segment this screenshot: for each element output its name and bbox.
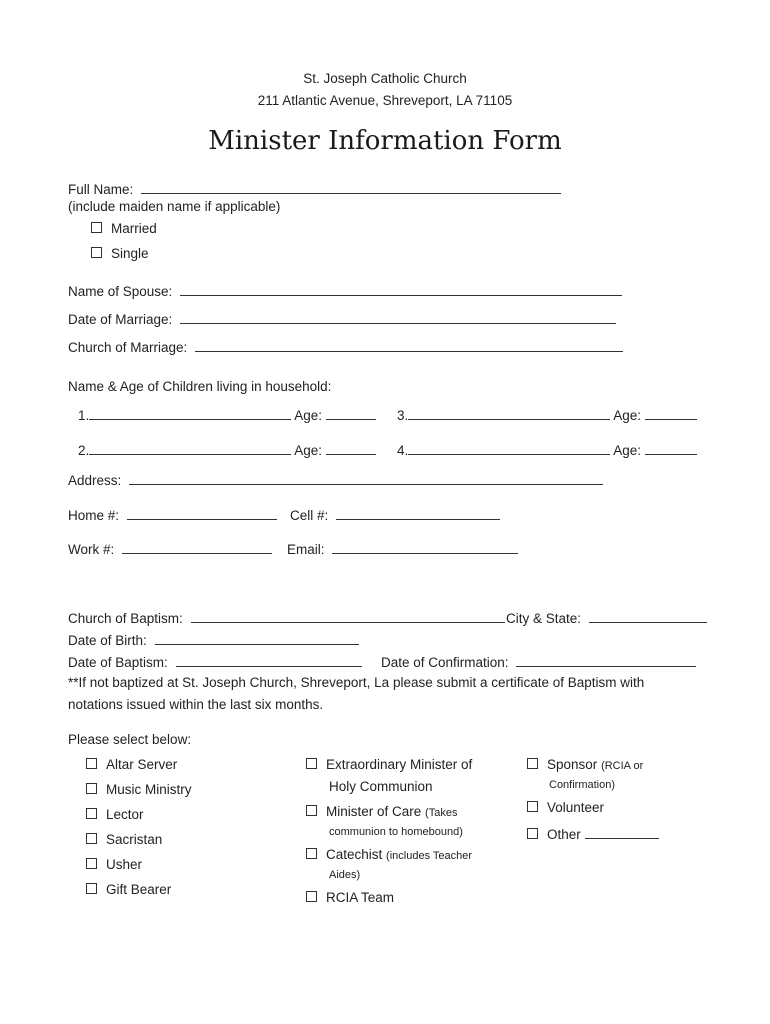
ministry-label: Altar Server <box>106 757 178 772</box>
cell-phone-row <box>290 506 500 523</box>
cell-phone-label: Cell #: <box>290 508 329 523</box>
sponsor-note-line2: Confirmation) <box>549 779 616 791</box>
city-state-row <box>506 609 707 626</box>
child-number: 4. <box>397 443 409 458</box>
ministry-option[interactable] <box>86 807 144 822</box>
email-field[interactable] <box>332 540 518 554</box>
spouse-row <box>68 282 622 299</box>
work-phone-label: Work #: <box>68 542 115 557</box>
marriage-church-field[interactable] <box>195 338 623 352</box>
sponsor-note: (RCIA or <box>601 760 644 772</box>
baptism-date-field[interactable] <box>176 653 362 667</box>
child-name-field[interactable] <box>408 441 610 455</box>
other-label: Other <box>547 827 581 842</box>
sponsor-checkbox[interactable] <box>527 758 538 769</box>
rcia-checkbox[interactable] <box>306 891 317 902</box>
age-label: Age: <box>294 408 323 423</box>
catechist-label: Catechist <box>326 847 383 862</box>
ministry-label: Gift Bearer <box>106 882 172 897</box>
ministry-checkbox[interactable] <box>86 783 97 794</box>
baptism-date-label: Date of Baptism: <box>68 655 168 670</box>
ministry-label: Music Ministry <box>106 782 192 797</box>
address-label: Address: <box>68 473 122 488</box>
catechist-option[interactable] <box>306 847 472 862</box>
catechist-note-line2: Aides) <box>329 869 361 881</box>
confirmation-date-label: Date of Confirmation: <box>381 655 509 670</box>
home-phone-field[interactable] <box>127 506 277 520</box>
rcia-option[interactable] <box>306 890 394 905</box>
volunteer-option[interactable] <box>527 800 604 815</box>
ministry-label: Sacristan <box>106 832 163 847</box>
address-field[interactable] <box>129 471 603 485</box>
child-age-field[interactable] <box>645 406 697 420</box>
married-checkbox[interactable] <box>91 222 102 233</box>
child-age-field[interactable] <box>326 441 376 455</box>
care-note: (Takes <box>425 807 458 819</box>
confirmation-date-field[interactable] <box>516 653 696 667</box>
ministry-label: Usher <box>106 857 143 872</box>
other-option[interactable] <box>527 825 659 842</box>
ministry-option[interactable] <box>86 757 177 772</box>
home-phone-label: Home #: <box>68 508 120 523</box>
single-option[interactable] <box>91 246 149 261</box>
baptism-church-field[interactable] <box>191 609 505 623</box>
baptism-note-line2: notations issued within the last six months. <box>68 697 324 712</box>
confirmation-date-row <box>381 653 696 670</box>
work-phone-field[interactable] <box>122 540 272 554</box>
marriage-date-field[interactable] <box>180 310 616 324</box>
city-state-field[interactable] <box>589 609 707 623</box>
birth-date-row <box>68 631 359 648</box>
child-age-field[interactable] <box>326 406 376 420</box>
child-number: 1. <box>78 408 90 423</box>
cell-phone-field[interactable] <box>336 506 500 520</box>
baptism-church-label: Church of Baptism: <box>68 611 183 626</box>
baptism-note-line1: **If not baptized at St. Joseph Church, Shreveport, La please submit a certificate of Baptism with <box>68 675 645 690</box>
full-name-field[interactable] <box>141 180 561 194</box>
care-option[interactable] <box>306 804 457 819</box>
ministry-label: Lector <box>106 807 144 822</box>
married-label: Married <box>111 221 157 236</box>
child-number: 2. <box>78 443 90 458</box>
rcia-label: RCIA Team <box>326 890 395 905</box>
care-checkbox[interactable] <box>306 805 317 816</box>
single-checkbox[interactable] <box>91 247 102 258</box>
volunteer-label: Volunteer <box>547 800 605 815</box>
care-label: Minister of Care <box>326 804 422 819</box>
child-number: 3. <box>397 408 409 423</box>
ministry-checkbox[interactable] <box>86 808 97 819</box>
marriage-date-label: Date of Marriage: <box>68 312 173 327</box>
married-option[interactable] <box>91 221 157 236</box>
ministry-option[interactable] <box>86 832 162 847</box>
ministry-checkbox[interactable] <box>86 833 97 844</box>
church-address: 211 Atlantic Avenue, Shreveport, LA 71105 <box>257 93 513 108</box>
ministry-checkbox[interactable] <box>86 758 97 769</box>
child-row-2 <box>78 441 376 458</box>
ministry-option[interactable] <box>86 782 192 797</box>
email-row <box>287 540 518 557</box>
single-label: Single <box>111 246 149 261</box>
form-title: Minister Information Form <box>208 126 562 156</box>
age-label: Age: <box>294 443 323 458</box>
child-name-field[interactable] <box>408 406 610 420</box>
address-row <box>68 471 603 488</box>
maiden-note: (include maiden name if applicable) <box>68 199 281 214</box>
children-heading: Name & Age of Children living in household: <box>68 379 332 394</box>
child-row-3 <box>397 406 697 423</box>
birth-date-field[interactable] <box>155 631 359 645</box>
child-name-field[interactable] <box>89 441 291 455</box>
email-label: Email: <box>287 542 325 557</box>
ministry-checkbox[interactable] <box>86 883 97 894</box>
catechist-note: (includes Teacher <box>386 850 473 862</box>
age-label: Age: <box>613 443 642 458</box>
other-checkbox[interactable] <box>527 828 538 839</box>
child-row-1 <box>78 406 376 423</box>
birth-date-label: Date of Birth: <box>68 633 147 648</box>
child-age-field[interactable] <box>645 441 697 455</box>
spouse-label: Name of Spouse: <box>68 284 173 299</box>
sponsor-label: Sponsor <box>547 757 598 772</box>
marriage-date-row <box>68 310 616 327</box>
church-name: St. Joseph Catholic Church <box>303 71 467 86</box>
other-field[interactable] <box>585 825 659 839</box>
emhc-option[interactable] <box>306 757 472 772</box>
baptism-date-row <box>68 653 362 670</box>
city-state-label: City & State: <box>506 611 582 626</box>
marriage-church-row <box>68 338 623 355</box>
ministry-checkbox[interactable] <box>86 858 97 869</box>
marriage-church-label: Church of Marriage: <box>68 340 188 355</box>
emhc-label: Extraordinary Minister of <box>326 757 473 772</box>
emhc-label-line2: Holy Communion <box>329 779 433 794</box>
full-name-label: Full Name: <box>68 182 134 197</box>
emhc-checkbox[interactable] <box>306 758 317 769</box>
child-name-field[interactable] <box>89 406 291 420</box>
child-row-4 <box>397 441 697 458</box>
ministry-option[interactable] <box>86 882 171 897</box>
work-phone-row <box>68 540 272 557</box>
full-name-row <box>68 180 561 197</box>
catechist-checkbox[interactable] <box>306 848 317 859</box>
volunteer-checkbox[interactable] <box>527 801 538 812</box>
baptism-church-row <box>68 609 505 626</box>
home-phone-row <box>68 506 277 523</box>
ministry-option[interactable] <box>86 857 142 872</box>
age-label: Age: <box>613 408 642 423</box>
care-note-line2: communion to homebound) <box>329 826 463 838</box>
spouse-field[interactable] <box>180 282 622 296</box>
sponsor-option[interactable] <box>527 757 643 772</box>
ministries-heading: Please select below: <box>68 732 192 747</box>
